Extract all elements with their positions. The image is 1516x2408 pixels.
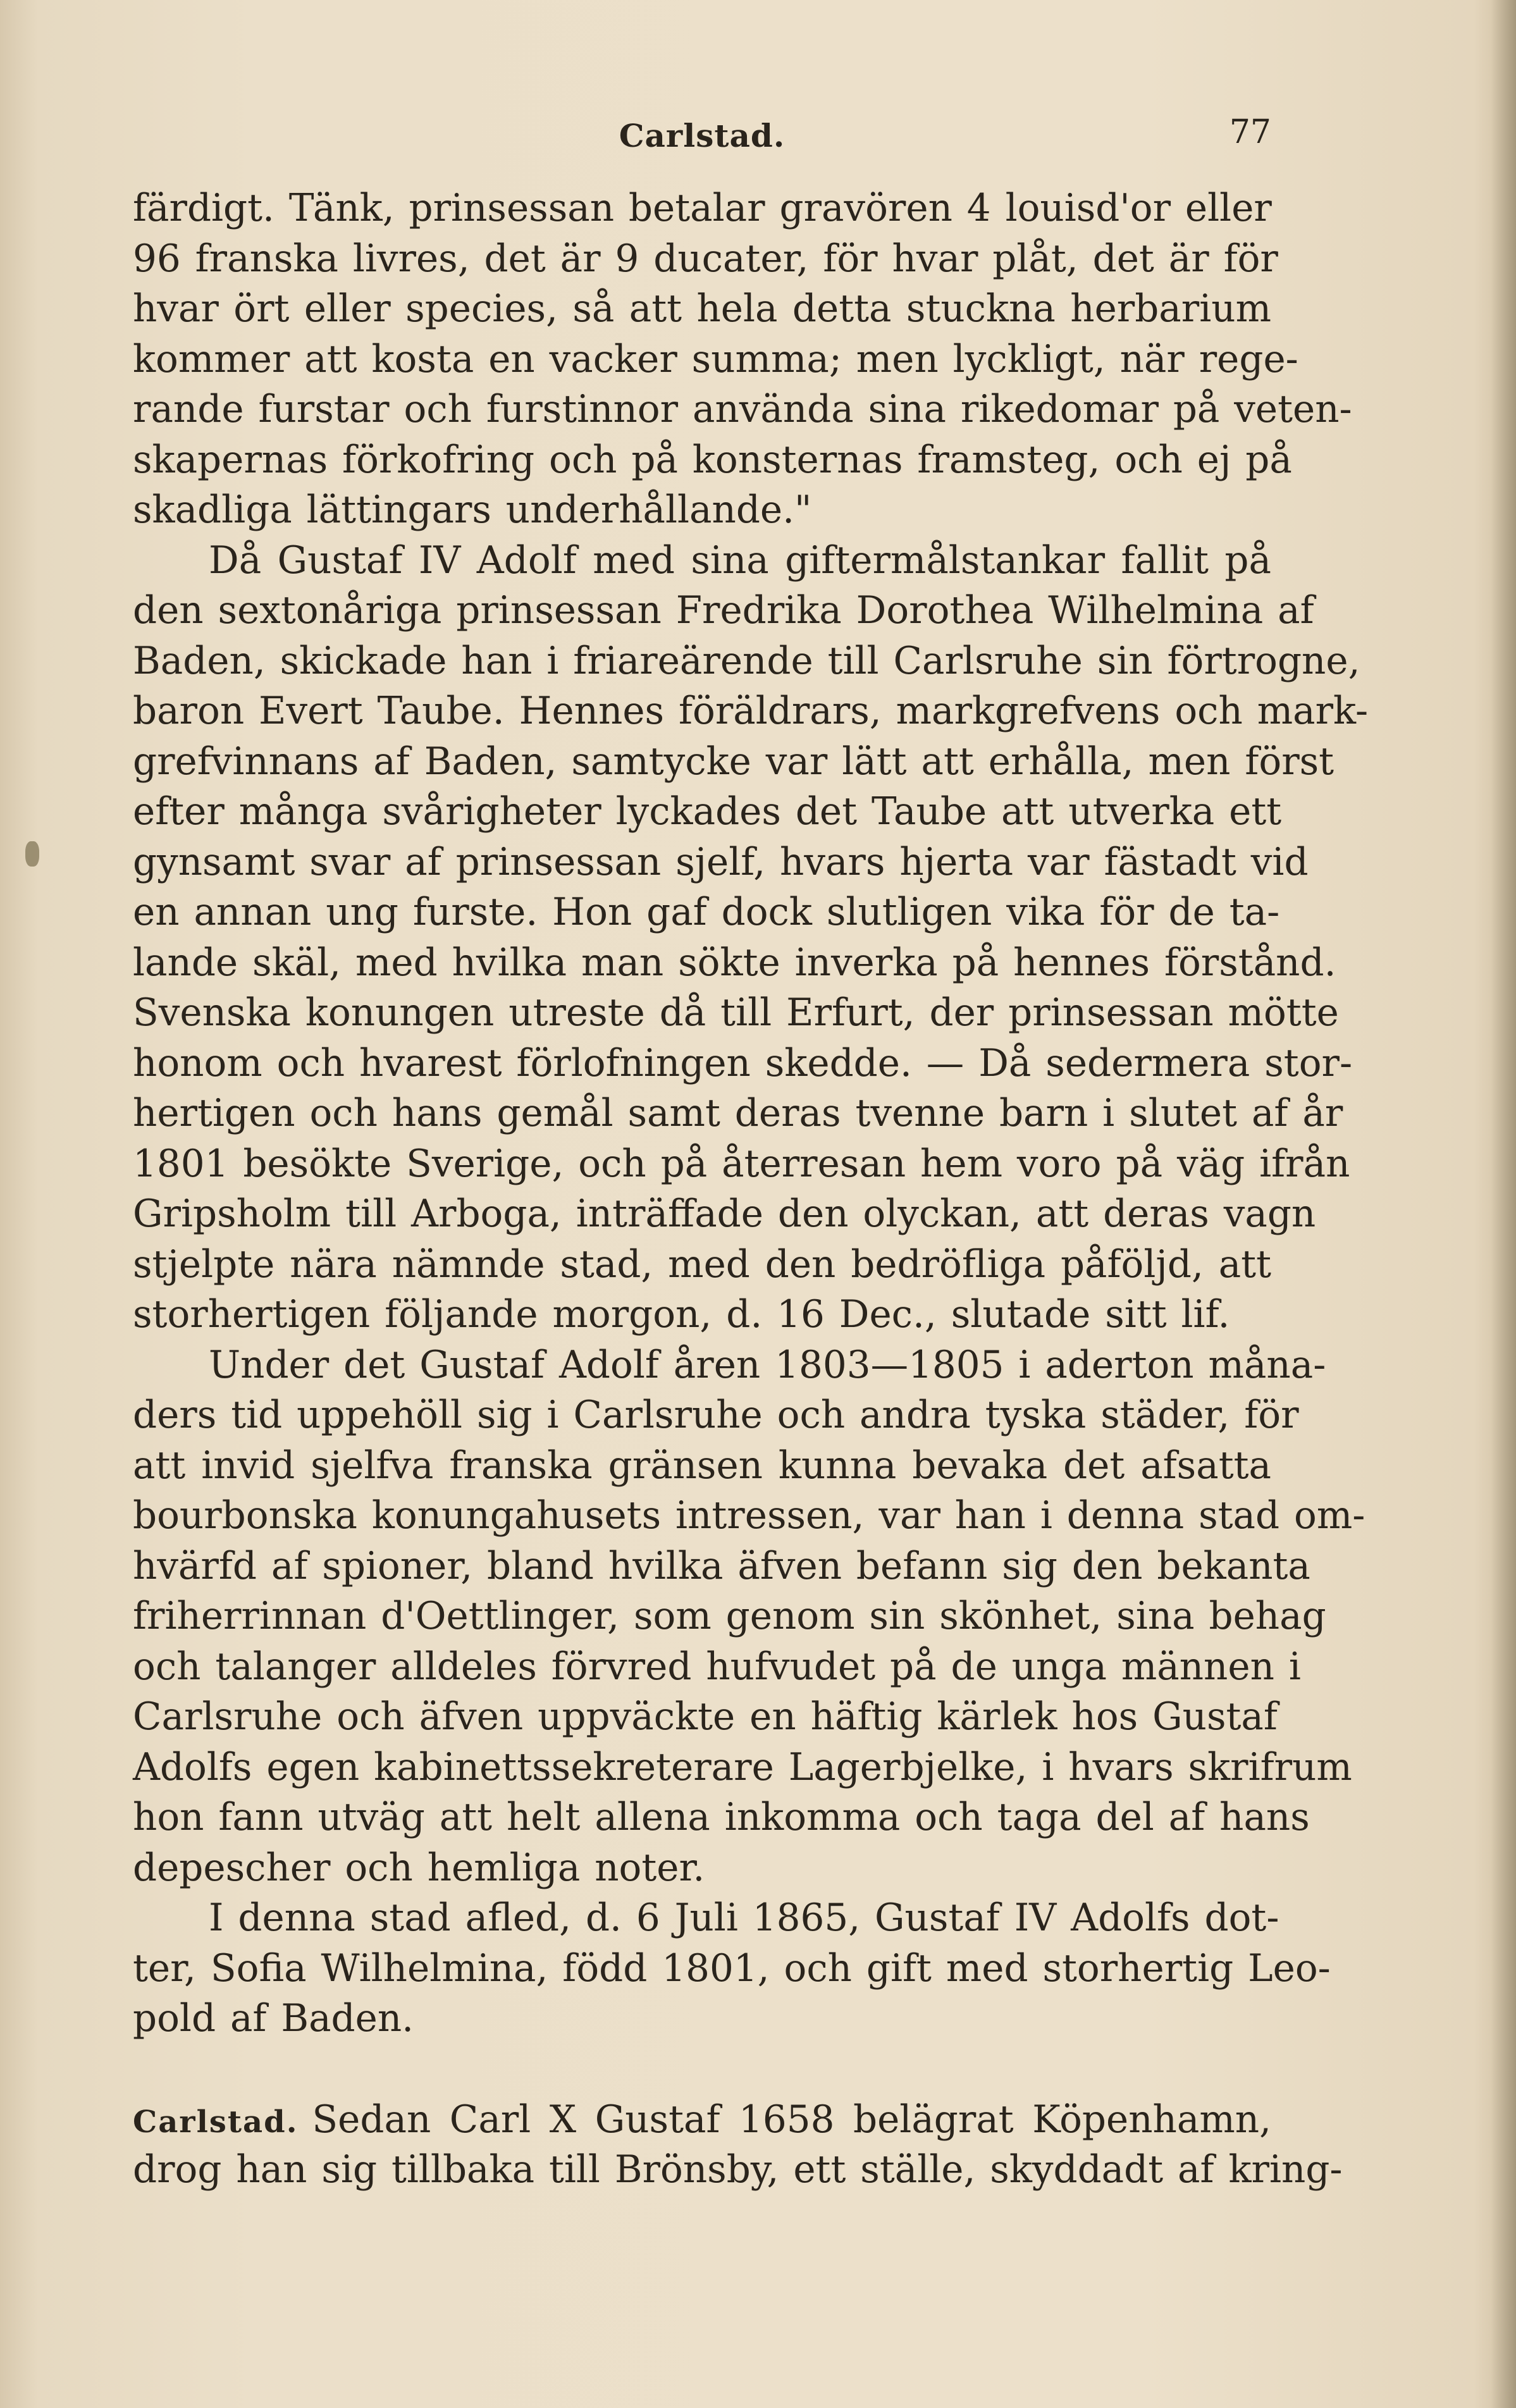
text-line: Baden, skickade han i friareärende till Carlsruhe sin förtrogne, <box>133 639 1360 683</box>
text-line: 96 franska livres, det är 9 ducater, för hvar plåt, det är för <box>133 237 1278 281</box>
text-line: Carlsruhe och äfven uppväckte en häftig kärlek hos Gustaf <box>133 1695 1278 1739</box>
paragraph-1 <box>133 183 1352 536</box>
text-line: ter, Sofia Wilhelmina, född 1801, och gift med storhertig Leo- <box>133 1946 1331 1991</box>
text-line: Då Gustaf IV Adolf med sina giftermålstankar fallit på <box>209 538 1271 583</box>
body-text <box>133 183 1369 2195</box>
text-line: efter många svårigheter lyckades det Taube att utverka ett <box>133 790 1282 834</box>
paragraph-4 <box>133 1893 1331 2044</box>
text-line: 1801 besökte Sverige, och på återresan hem voro på väg ifrån <box>133 1142 1350 1186</box>
text-line: honom och hvarest förlofningen skedde. — Då sedermera stor- <box>133 1041 1353 1085</box>
text-line: hertigen och hans gemål samt deras tvenne barn i slutet af år <box>133 1092 1343 1135</box>
section-gap <box>133 2044 1271 2095</box>
section-carlstad <box>133 2095 1343 2195</box>
text-line: hon fann utväg att helt allena inkomma och taga del af hans <box>133 1796 1310 1839</box>
text-line: storhertigen följande morgon, d. 16 Dec., slutade sitt lif. <box>133 1293 1230 1337</box>
text-line: Svenska konungen utreste då till Erfurt, der prinsessan mötte <box>133 991 1339 1035</box>
text-line: skapernas förkofring och på konsternas framsteg, och ej på <box>133 438 1292 482</box>
text-line: Under det Gustaf Adolf åren 1803—1805 i aderton måna- <box>209 1343 1326 1387</box>
text-line: och talanger alldeles förvred hufvudet på de unga männen i <box>133 1645 1301 1689</box>
text-line: friherrinnan d'Oettlinger, som genom sin skönhet, sina behag <box>133 1595 1326 1638</box>
text-line: hvärfd af spioner, bland hvilka äfven befann sig den bekanta <box>133 1544 1310 1588</box>
text-line: depescher och hemliga noter. <box>133 1846 705 1890</box>
paragraph-2 <box>133 536 1369 1340</box>
text-line: bourbonska konungahusets intressen, var han i denna stad om- <box>133 1494 1365 1538</box>
text-line: färdigt. Tänk, prinsessan betalar gravören 4 louisd'or eller <box>133 187 1272 230</box>
text-line: ders tid uppehöll sig i Carlsruhe och andra tyska städer, för <box>133 1393 1299 1437</box>
text-line: Gripsholm till Arboga, inträffade den olyckan, att deras vagn <box>133 1192 1316 1236</box>
text-line: Adolfs egen kabinettssekreterare Lagerbjelke, i hvars skrifrum <box>133 1745 1352 1789</box>
text-line: hvar ört eller species, så att hela detta stuckna herbarium <box>133 287 1271 331</box>
text-line <box>133 2095 1271 2146</box>
paper-blemish <box>25 841 39 867</box>
page-number: 77 <box>1229 113 1271 151</box>
section-heading: Carlstad. <box>133 2104 299 2140</box>
text-line: drog han sig tillbaka till Brönsby, ett ställe, skyddadt af kring- <box>133 2148 1343 2192</box>
text-line: skadliga lättingars underhållande." <box>133 488 812 532</box>
text-line: den sextonåriga prinsessan Fredrika Dorothea Wilhelmina af <box>133 589 1314 633</box>
text-line: stjelpte nära nämnde stad, med den bedröfliga påföljd, att <box>133 1242 1271 1287</box>
text-line: en annan ung furste. Hon gaf dock slutligen vika för de ta- <box>133 891 1280 934</box>
running-head: Carlstad. <box>619 117 786 154</box>
paragraph-3 <box>133 1340 1365 1894</box>
section-line-1: Sedan Carl X Gustaf 1658 belägrat Köpenhamn, <box>312 2097 1271 2142</box>
text-line: att invid sjelfva franska gränsen kunna bevaka det afsatta <box>133 1443 1271 1488</box>
text-line: grefvinnans af Baden, samtycke var lätt att erhålla, men först <box>133 739 1334 784</box>
text-line: pold af Baden. <box>133 1997 414 2041</box>
page-edge-shadow <box>1491 0 1516 2408</box>
text-line: baron Evert Taube. Hennes föräldrars, markgrefvens och mark- <box>133 689 1369 733</box>
page-header <box>133 111 1271 161</box>
text-line: gynsamt svar af prinsessan sjelf, hvars hjerta var fästadt vid <box>133 840 1309 884</box>
text-line: kommer att kosta en vacker summa; men lyckligt, när rege- <box>133 337 1298 381</box>
text-line: rande furstar och furstinnor använda sina rikedomar på veten- <box>133 388 1352 431</box>
text-line: lande skäl, med hvilka man sökte inverka på hennes förstånd. <box>133 941 1336 985</box>
text-line: I denna stad afled, d. 6 Juli 1865, Gustaf IV Adolfs dot- <box>209 1896 1279 1940</box>
